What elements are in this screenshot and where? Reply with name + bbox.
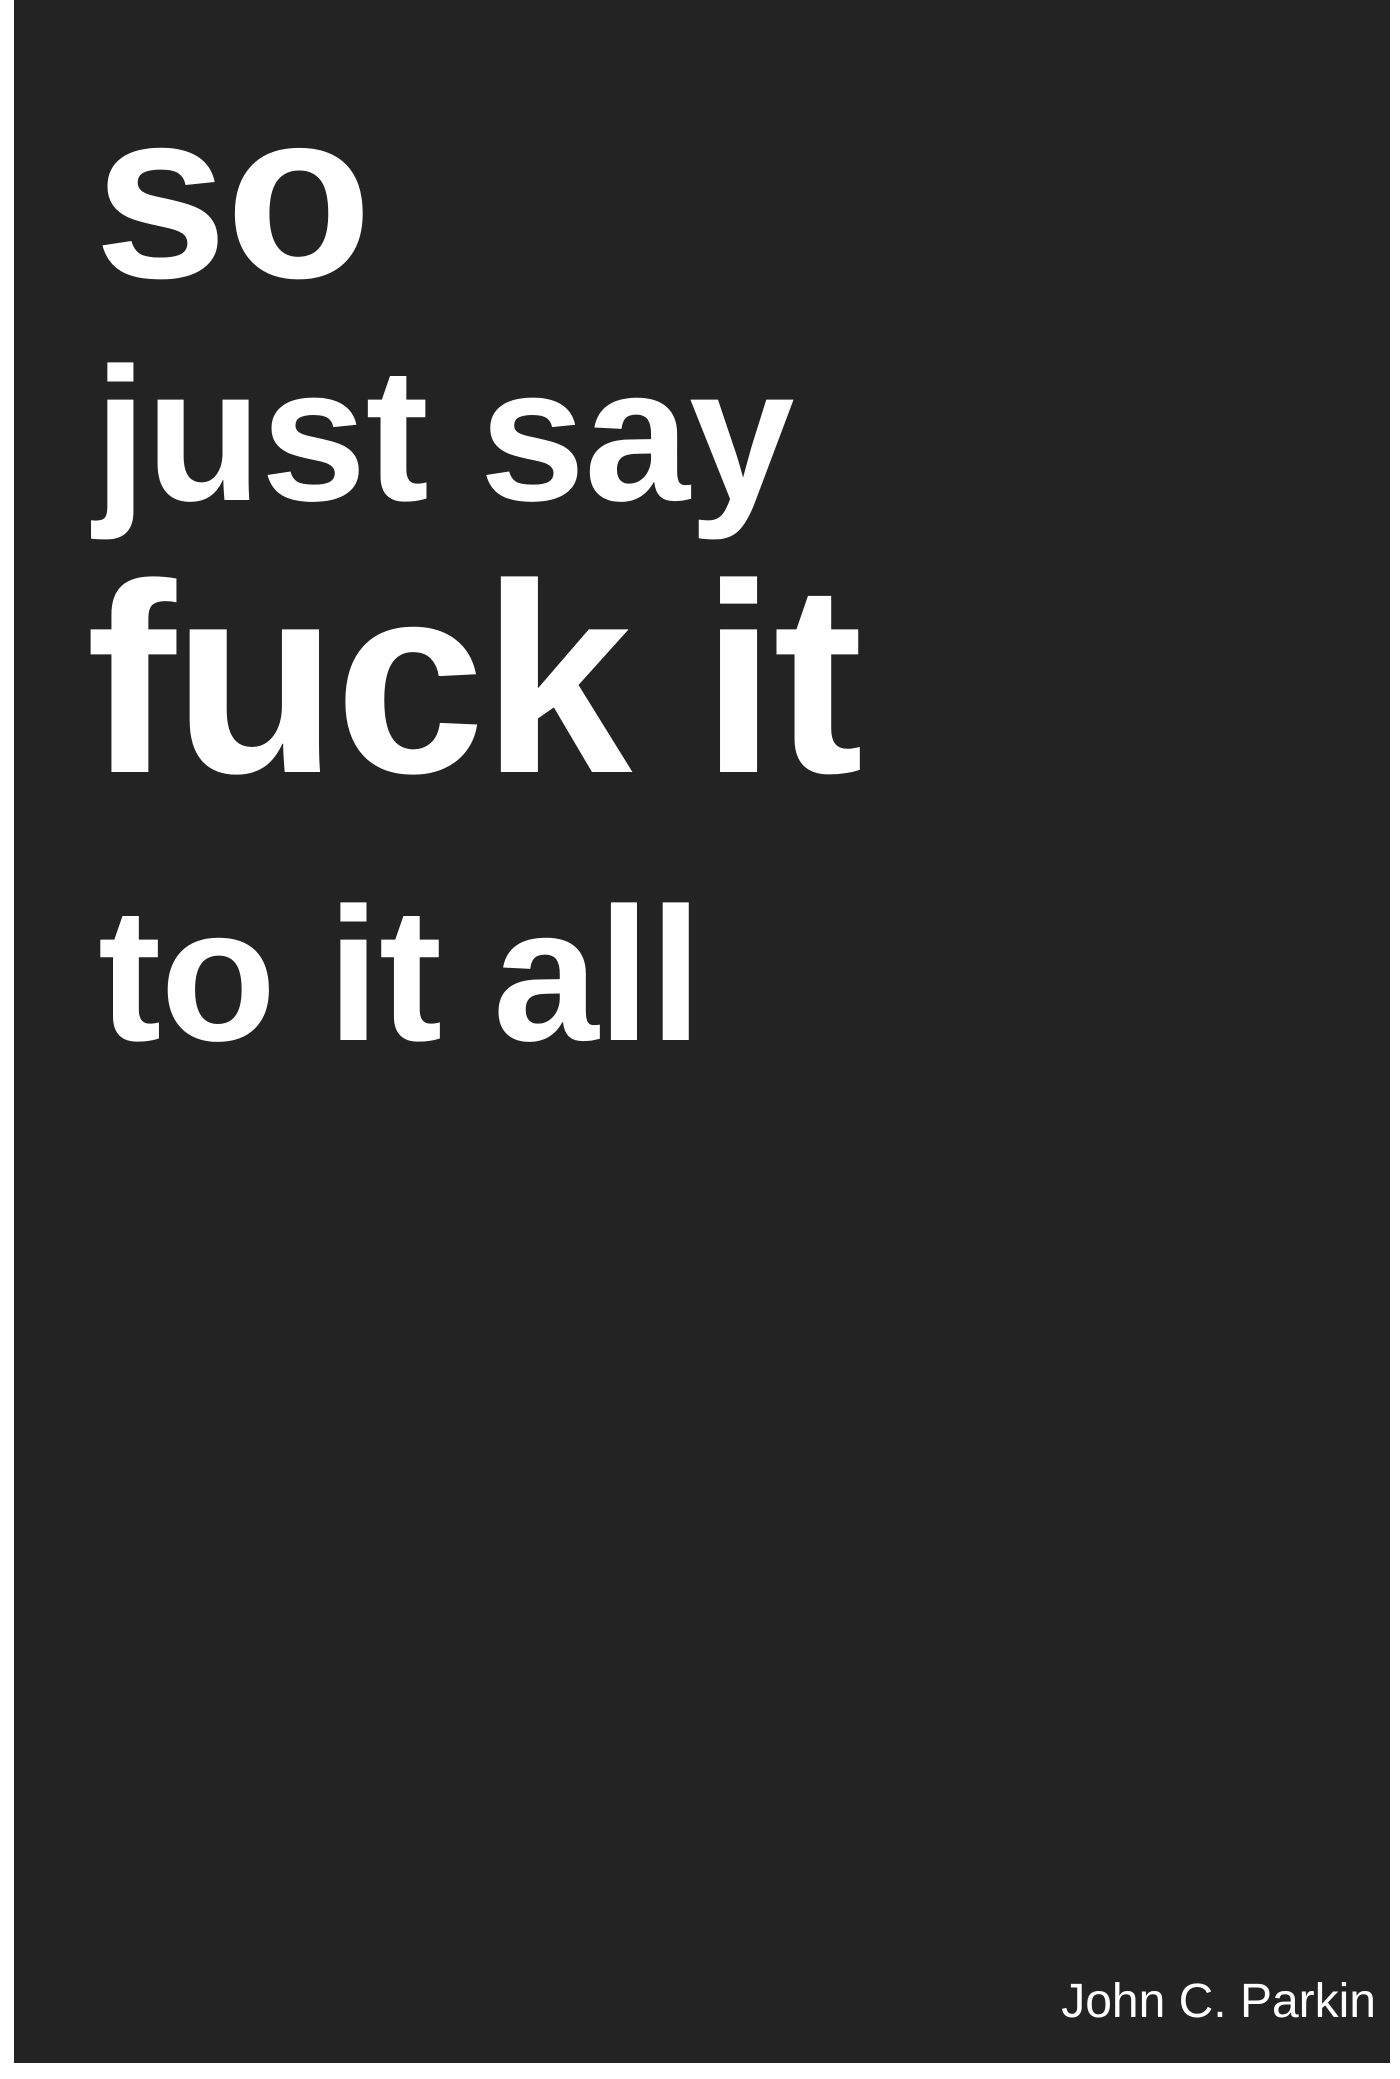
title-line-just-say: just say (94, 329, 794, 541)
title-line-fuck-it: fuck it (86, 529, 861, 830)
title-line-to-it-all: to it all (98, 869, 702, 1081)
book-cover (14, 0, 1390, 2063)
author-name: John C. Parkin (1061, 1975, 1376, 2028)
title-line-so: so (94, 60, 371, 328)
